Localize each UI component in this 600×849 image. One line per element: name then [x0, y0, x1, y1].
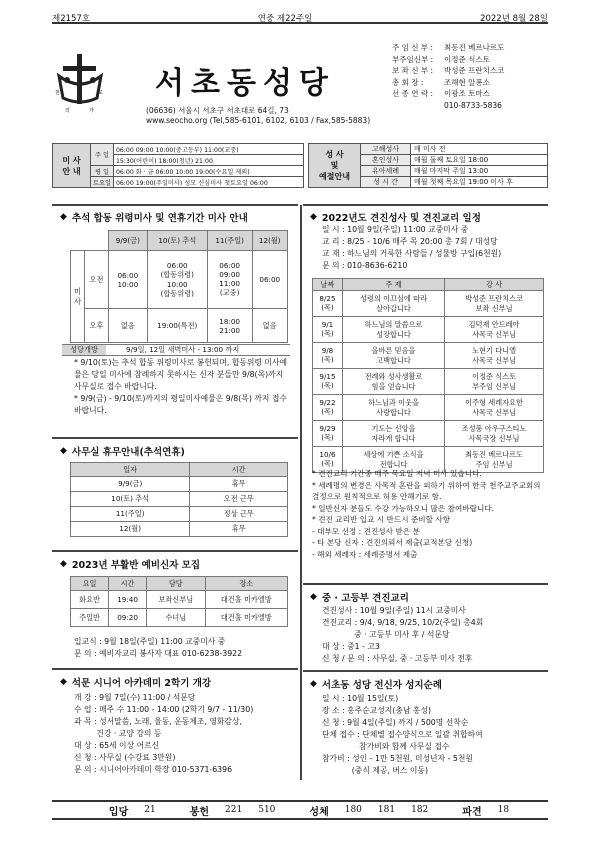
table-row: [313, 369, 544, 395]
table-cell: 보좌신부님: [147, 591, 206, 609]
youth-heading: ◆ 중 · 고등부 견진교리: [310, 592, 409, 604]
diamond-icon: ◆: [60, 559, 67, 569]
hymn-number: 182: [411, 805, 429, 815]
staff-list: [392, 42, 504, 112]
mass-times: 06:00 09:00 10:00(중고등부) 11:00(교중): [113, 144, 303, 155]
info-line: 장 소 : 홍주순교성지(충남 홍성): [322, 706, 432, 715]
staff-name: 이광조 토마스: [444, 89, 490, 99]
table-cell: 박성준 프란치스코 보좌 신부님: [445, 291, 544, 317]
table-cell: 전례와 성사생활로 힘을 얻습니다: [342, 369, 444, 395]
row-label: 오후: [85, 309, 109, 343]
info-line: - 대부모 선정 : 견진성사 받은 분: [312, 526, 420, 536]
hymn-label: 입당: [108, 806, 129, 818]
church-open-row: 성당개방 9/9일, 12일 새벽미사 - 13:00 까지: [62, 344, 290, 356]
col-header: 12(월): [252, 231, 288, 251]
sacrament-name: 성 시 간: [361, 177, 411, 188]
section-rule: [52, 437, 298, 439]
table-cell: 9/15 (목): [313, 369, 343, 395]
info-line: 참가비와 함께 사무실 접수: [322, 742, 450, 751]
col-header: 주 제: [342, 279, 444, 291]
confirmation-heading: ◆ 2022년도 견진성사 및 견진교리 일정: [310, 212, 481, 224]
table-cell: 올바른 믿음을 고백합니다: [342, 343, 444, 369]
office-heading: ◆ 사무실 휴무안내(추석연휴): [60, 446, 185, 458]
table-cell: 노현기 다니엘 사목국 신부님: [445, 343, 544, 369]
sacrament-time: 매 미사 전: [411, 144, 548, 155]
table-cell: 12(월): [71, 522, 190, 537]
diamond-icon: ◆: [310, 212, 317, 222]
table-cell: 11(주일): [71, 507, 190, 522]
table-cell: 하느님과 이웃을 사랑합니다: [342, 395, 444, 421]
hymn-number: 21: [144, 805, 156, 815]
svg-text:천: 천: [55, 90, 60, 96]
section-rule: [52, 204, 298, 206]
mass-day-saturday: 토요일: [91, 177, 114, 188]
info-line: * 견진 교리반 입교 시 반드시 준비할 사항: [312, 515, 451, 524]
col-header: 요일: [71, 577, 109, 591]
table-cell: 없음: [252, 309, 288, 343]
table-cell: 8/25 (목): [313, 291, 343, 317]
info-line: 교 재 : 하느님의 거룩한 사람들 / 성물방 구입(6천원): [322, 249, 502, 258]
info-line: 대 상 : 65세 이상 어르신: [74, 741, 160, 750]
table-cell: 9/8 (목): [313, 343, 343, 369]
confirmation-info: [322, 224, 501, 272]
table-row: [71, 522, 288, 537]
hymn-label: 봉헌: [189, 806, 210, 818]
info-line: 견진성사 : 10월 9일(주일) 11시 교중미사: [322, 606, 466, 615]
info-line: * 세례명의 변경은 사목적 혼란을 피하기 위하여 한국 천주교주교회의 결정으로 원칙적으로 허용 안해기로 함.: [312, 480, 541, 501]
table-cell: 없음: [109, 309, 148, 343]
chuseok-heading: ◆ 추석 합동 위령미사 및 연휴기간 미사 안내: [60, 212, 248, 224]
table-cell: 화요반: [71, 591, 109, 609]
staff-row: [392, 88, 504, 100]
staff-row: [392, 65, 504, 77]
staff-role: 선 종 연 락 :: [392, 89, 434, 99]
staff-name: 010-8733-5836: [444, 100, 502, 110]
table-cell: 오전 근무: [190, 492, 288, 507]
info-line: 신 청 / 문 의 : 사무실, 중 · 고등부 미사 전후: [322, 654, 473, 663]
table-cell: 19:40: [109, 591, 147, 609]
table-cell: 주일반: [71, 609, 109, 627]
table-row: [71, 492, 288, 507]
info-line: 신 청 : 9월 4일(주일) 까지 / 500명 선착순: [322, 718, 469, 727]
info-line: 일 시 : 10월 15일(토): [322, 694, 399, 703]
hymn-label: 파견: [462, 806, 482, 818]
table-cell: 하느님의 말씀으로 성장합니다: [342, 317, 444, 343]
table-cell: 10/6 (목): [313, 447, 343, 473]
section-rule: [52, 550, 298, 552]
mass-side-label: 미 사: [71, 251, 85, 343]
staff-role: 총 회 장 :: [392, 77, 424, 87]
col-header: 9/9(금): [109, 231, 148, 251]
senior-heading: ◆ 석문 시니어 아카데미 2학기 개강: [60, 677, 212, 689]
table-cell: 김덕재 안드레아 사목국 신부님: [445, 317, 544, 343]
hymn-number: 181: [377, 805, 396, 815]
info-line: 단체 접수 : 단체별 접수양식으로 일괄 취합하여: [322, 730, 483, 739]
col-header: 강 사: [445, 279, 544, 291]
sacrament-time: 매월 둘째 토요일 18:00: [411, 155, 548, 166]
mass-times: 15:30(어린이) 18:00(청년) 21:00: [113, 155, 303, 166]
table-cell: 휴무: [190, 477, 288, 492]
info-line: 교 리 : 8/25 - 10/6 매주 목 20:00 총 7회 / 대성당: [322, 237, 498, 246]
hymn-label: 성체: [309, 806, 329, 818]
table-cell: 9/22 (목): [313, 395, 343, 421]
youth-info: [322, 605, 483, 665]
mass-schedule-table: [52, 143, 304, 188]
staff-name: 최동진 베르나르도: [444, 43, 505, 52]
table-row: [313, 317, 544, 343]
info-line: 문 의 : 시니어아카데미 학장 010-5371-6396: [74, 765, 233, 774]
staff-row: [392, 42, 504, 54]
table-cell: 06:00 (합동위령) 10:00 (합동위령): [147, 251, 207, 309]
hymn-number: 221: [225, 805, 243, 815]
liturgical-season: 연중 제22주일: [257, 14, 313, 24]
table-row: [71, 507, 288, 522]
staff-name: 조해현 알퐁소: [444, 77, 490, 87]
table-cell: 9/9(금): [71, 477, 190, 492]
column-divider: [300, 205, 302, 780]
hymn-number: 180: [344, 805, 362, 815]
info-line: 중 · 고등부 미사 후 / 석문당: [322, 630, 450, 639]
table-cell: 18:00 21:00: [207, 309, 252, 343]
table-cell: 최동진 베르나르도 주임 신부님: [445, 447, 544, 473]
svg-text:로: 로: [98, 90, 103, 96]
info-line: 일 시 : 10월 9일(주일) 11:00 교중미사 중: [322, 225, 469, 234]
confirmation-schedule-table: [312, 278, 544, 473]
info-line: 개 강 : 9월 7일(수) 11:00 / 석문당: [74, 693, 196, 702]
table-cell: 06:00 10:00: [109, 251, 148, 309]
section-rule: [303, 204, 548, 206]
svg-text:의: 의: [65, 108, 70, 114]
table-row: [313, 421, 544, 447]
col-header: 날짜: [313, 279, 343, 291]
table-cell: 06:00 09:00 11:00 (교중): [207, 251, 252, 309]
col-header: 일자: [71, 463, 190, 477]
sacrament-box-label: 성 사 및 예절안내: [309, 144, 361, 188]
table-cell: 대건홀 미카엘방: [205, 609, 287, 627]
table-cell: 정상 근무: [190, 507, 288, 522]
chuseok-mass-table: [70, 230, 288, 343]
staff-role: 보 좌 신 부 :: [392, 66, 434, 76]
info-line: 신 청 : 사무실 (수강료 3만원): [74, 753, 176, 762]
church-address: (06636) 서울시 서초구 서초대로 64길, 73: [146, 106, 289, 115]
table-cell: 이정준 식스토 부주임 신부님: [445, 369, 544, 395]
hymn-footer: [52, 800, 548, 820]
church-address-block: [146, 106, 370, 126]
staff-name: 이정준 식스토: [444, 54, 490, 64]
row-label: 오전: [85, 251, 109, 309]
table-row: [313, 291, 544, 317]
info-line: 참가비 : 성인 - 1만 5천원, 미성년자 - 5천원: [322, 754, 473, 763]
col-header: 시간: [190, 463, 288, 477]
info-line: 과 목 : 성서말씀, 노래, 율동, 운동체조, 영화감상,: [74, 717, 242, 726]
col-header: 담당: [147, 577, 206, 591]
catechumen-info: 입교식 : 9월 18일(주일) 11:00 교중미사 중 문 의 : 예비자교리 봉사자 대표 010-6238-3922: [74, 637, 243, 658]
table-row: [71, 609, 288, 627]
catechumen-heading: ◆ 2023년 부활반 예비신자 모집: [60, 559, 201, 571]
info-line: * 일반신자 분들도 수강 가능하오니 많은 참여바랍니다.: [312, 503, 495, 513]
col-header: 장소: [205, 577, 287, 591]
info-line: 문 의 : 010-8636-6210: [322, 261, 408, 270]
table-cell: 휴무: [190, 522, 288, 537]
info-line: 수 업 : 매주 수 11:00 - 14:00 (2학기 9/7 - 11/30): [74, 705, 254, 714]
hymn-number: 18: [497, 805, 510, 815]
table-row: [313, 343, 544, 369]
sacrament-name: 고해성사: [361, 144, 411, 155]
staff-name: 박성준 프란치스코: [444, 66, 505, 76]
catechumen-table: [70, 576, 288, 627]
sacrament-time: 매월 마지막 주일 13:00: [411, 166, 548, 177]
table-row: [313, 395, 544, 421]
diamond-icon: ◆: [310, 592, 317, 602]
mass-times: 06:00 화 · 금 06:00 10:00 19:00(수요일 제외): [113, 166, 303, 177]
staff-row: [392, 100, 504, 112]
staff-row: [392, 77, 504, 89]
table-cell: 기도는 신앙을 자라게 합니다: [342, 421, 444, 447]
table-cell: 9/1 (목): [313, 317, 343, 343]
col-header: 11(주일): [207, 231, 252, 251]
mass-day-sunday: 주 일: [91, 144, 114, 166]
hymn-number: 510: [258, 805, 276, 815]
sacrament-name: 유아세례: [361, 166, 411, 177]
info-line: * 견진교리 기간중 매주 목요일 저녁 미사 있습니다.: [312, 469, 482, 478]
senior-info: [74, 692, 253, 776]
church-web-contact: www.seocho.org (Tel,585-6101, 6102, 6103 / Fax,585-5883): [146, 116, 371, 125]
table-cell: 조성풍 아우구스티노 사목국장 신부님: [445, 421, 544, 447]
info-line: 견진교리 : 9/4, 9/18, 9/25, 10/2(주일) 총4회: [322, 618, 484, 627]
church-name: 서초동성당: [155, 66, 335, 101]
diamond-icon: ◆: [60, 677, 67, 687]
table-cell: 세상에 기쁜 소식을 전합니다: [342, 447, 444, 473]
diamond-icon: ◆: [60, 212, 67, 222]
chuseok-notes: * 9/10(토)는 추석 합동 위령미사로 봉헌되며, 합동위령 미사예물은 당일 미사에 참례하지 못하시는 신자 분들만 9/8(목)까지 사무실로 접수 바랍니다. * 9/9(금) - 9/10(토)까지의 평일미사예물은 9/8(목) 까지 접수 바랍니다.: [74, 358, 288, 415]
col-header: 시간: [109, 577, 147, 591]
table-cell: 19:00(특전): [147, 309, 207, 343]
issue-date: 2022년 8월 28일: [480, 14, 548, 24]
table-cell: 성령의 이끄심에 따라 살아갑니다: [342, 291, 444, 317]
sacrament-table: [308, 143, 548, 188]
section-rule: [303, 670, 548, 672]
confirmation-notes: [312, 468, 548, 560]
table-row: [71, 591, 288, 609]
table-row: [71, 477, 288, 492]
table-cell: 대건홀 미카엘방: [205, 591, 287, 609]
section-rule: [303, 583, 548, 585]
mass-times: 06:00 19:00(주일미사) 성모 신심미사 첫토요일 06:00: [113, 177, 303, 188]
sacrament-name: 혼인성사: [361, 155, 411, 166]
pilgrimage-info: [322, 693, 483, 777]
info-line: - 해외 세례자 : 세례증명서 제출: [312, 549, 418, 559]
staff-role: 부주임신부 :: [392, 54, 434, 64]
sacrament-time: 매월 첫째 목요일 19:00 미사 후: [411, 177, 548, 188]
staff-row: [392, 54, 504, 66]
diamond-icon: ◆: [310, 679, 317, 689]
table-cell: 9/29 (목): [313, 421, 343, 447]
info-line: - 타 본당 신자 : 견진의뢰서 제출(교적본당 신청): [312, 538, 473, 547]
mass-day-weekday: 평 일: [91, 166, 114, 177]
staff-role: [392, 100, 444, 112]
table-cell: 09:20: [109, 609, 147, 627]
info-line: (중식 제공, 버스 이동): [322, 766, 428, 775]
staff-role: 주 임 신 부 :: [392, 43, 434, 52]
header-bar: [52, 12, 548, 24]
diamond-icon: ◆: [60, 446, 67, 456]
mass-box-label: 미 사 안 내: [53, 144, 91, 188]
table-cell: 10(토) 추석: [71, 492, 190, 507]
issue-number: 제2157호: [52, 14, 91, 24]
section-rule: [52, 668, 298, 670]
table-cell: 수녀님: [147, 609, 206, 627]
info-line: 대 상 : 중1 - 고3: [322, 642, 380, 651]
pilgrimage-heading: ◆ 서초동 성당 전신자 성지순례: [310, 679, 442, 691]
office-table: [70, 462, 288, 537]
info-line: 건강 · 교양 강의 등: [74, 729, 162, 738]
col-header: 10(토) 추석: [147, 231, 207, 251]
svg-text:가: 가: [89, 108, 94, 114]
table-cell: 06:00: [252, 251, 288, 309]
church-logo-icon: [53, 52, 108, 117]
table-cell: 이주형 세례자요한 사목국 신부님: [445, 395, 544, 421]
